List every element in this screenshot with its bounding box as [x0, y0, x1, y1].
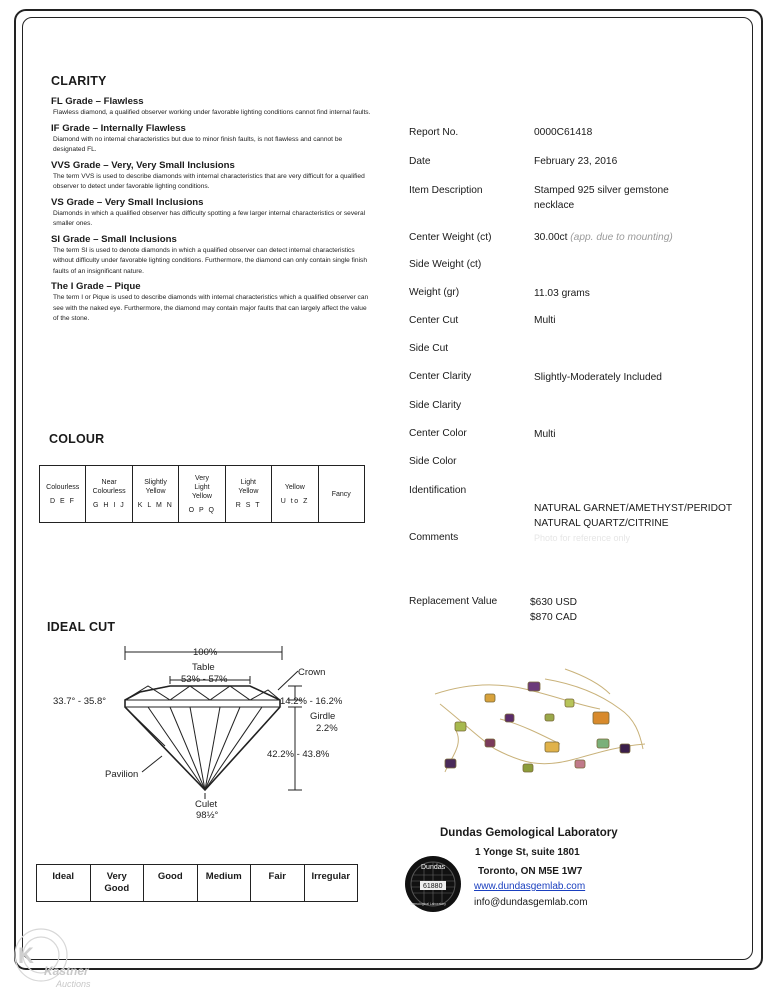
- lab-address-line2: Toronto, ON M5E 1W7: [478, 866, 583, 877]
- report-number-label: Report No.: [409, 127, 459, 138]
- colour-cell: [179, 466, 225, 522]
- colour-cell: [319, 466, 364, 522]
- center-weight-note: (app. due to mounting): [570, 232, 673, 243]
- girdle-label: Girdle: [310, 711, 336, 722]
- replacement-value-usd: $630 USD: [530, 597, 578, 608]
- identification-label: Identification: [409, 485, 467, 496]
- colour-cell: [40, 466, 86, 522]
- grade-description: Diamonds in which a qualified observer has difficulty spotting a few larger internal characteristics or several smaller ones.: [53, 209, 366, 227]
- watermark-name: Kastner: [44, 964, 89, 978]
- grade-title: IF Grade – Internally Flawless: [51, 122, 186, 134]
- crown-angle: 33.7° - 35.8°: [53, 696, 107, 707]
- date-value: February 23, 2016: [534, 156, 618, 167]
- center-color-value: Multi: [534, 429, 556, 440]
- culet-label: Culet: [195, 799, 218, 810]
- colour-label: Fancy: [331, 490, 351, 498]
- cut-grade-table: [36, 864, 358, 902]
- grade-description: The term SI is used to denote diamonds in which a qualified observer can detect internal characteristics without difficulty under favorable lighting conditions. Furthermore, the diamond can only contain single finish faults of an insignificant nature.: [53, 246, 367, 275]
- ideal-cut-heading: IDEAL CUT: [47, 620, 116, 634]
- necklace-photo: [425, 664, 655, 784]
- center-clarity-value: Slightly-Moderately Included: [534, 372, 662, 383]
- colour-label: Colourless: [46, 483, 80, 491]
- girdle-percentage: 2.2%: [316, 723, 338, 734]
- item-description-label: Item Description: [409, 185, 483, 196]
- lab-email[interactable]: info@dundasgemlab.com: [474, 897, 588, 908]
- colour-heading: COLOUR: [49, 432, 105, 446]
- replacement-value-label: Replacement Value: [409, 596, 498, 607]
- crown-percentage: 14.2% - 16.2%: [280, 696, 343, 707]
- clarity-grade: [51, 234, 371, 278]
- clarity-grade: [51, 160, 371, 193]
- center-color-label: Center Color: [409, 428, 467, 439]
- colour-cell: [133, 466, 179, 522]
- center-weight-amount: 30.00ct: [534, 232, 568, 243]
- seal-text: Dundas: [421, 864, 446, 871]
- identification-line: NATURAL GARNET/AMETHYST/PERIDOT: [534, 503, 733, 514]
- report-number-value: 0000C61418: [534, 127, 593, 138]
- crown-label: Crown: [298, 667, 326, 678]
- identification-line: NATURAL QUARTZ/CITRINE: [534, 518, 669, 529]
- grade-description: Flawless diamond, a qualified observer working under favorable lighting conditions cannot find internal faults.: [53, 109, 371, 116]
- side-clarity-label: Side Clarity: [409, 400, 462, 411]
- side-color-label: Side Color: [409, 456, 457, 467]
- svg-text:K: K: [18, 943, 34, 968]
- colour-cell: [86, 466, 132, 522]
- colour-label: Slightly Yellow: [144, 479, 167, 495]
- lab-seal: [404, 855, 462, 913]
- pavilion-label: Pavilion: [105, 769, 139, 780]
- colour-label: Near Colourless: [92, 479, 126, 495]
- colour-codes: D E F: [50, 497, 76, 505]
- weight-grams-label: Weight (gr): [409, 287, 460, 298]
- cut-grade-cell: Fair: [251, 865, 305, 901]
- grade-title: VS Grade – Very Small Inclusions: [51, 196, 204, 208]
- clarity-grade: [51, 123, 371, 156]
- culet-value: 98½°: [196, 810, 219, 821]
- lab-name: Dundas Gemological Laboratory: [440, 827, 618, 839]
- grade-title: FL Grade – Flawless: [51, 96, 144, 107]
- clarity-heading: CLARITY: [51, 74, 107, 88]
- colour-codes: K L M N: [137, 502, 174, 509]
- grade-title: SI Grade – Small Inclusions: [51, 233, 177, 245]
- clarity-grade: [51, 281, 371, 325]
- colour-label: Very Light Yellow: [191, 474, 212, 500]
- grade-description: The term I or Pique is used to describe diamonds with internal characteristics which a qualified observer can see with the naked eye. Furthermore, the diamond may contain major faults that can largely affect the value of the stone.: [53, 294, 369, 322]
- colour-codes: G H I J: [92, 502, 126, 509]
- colour-codes: R S T: [235, 502, 262, 509]
- center-clarity-label: Center Clarity: [409, 371, 472, 382]
- cut-grade-cell: Ideal: [37, 865, 91, 901]
- auction-watermark-logo: [6, 925, 116, 995]
- watermark-subname: Auctions: [56, 979, 91, 989]
- lab-website-link[interactable]: www.dundasgemlab.com: [474, 881, 586, 892]
- cut-grade-cell: Good: [144, 865, 198, 901]
- lab-address-line1: 1 Yonge St, suite 1801: [475, 847, 580, 858]
- date-label: Date: [409, 156, 431, 167]
- table-label: Table: [192, 662, 215, 673]
- diamond-cut-diagram: [40, 638, 370, 828]
- pavilion-percentage: 42.2% - 43.8%: [267, 749, 330, 760]
- comments-label: Comments: [409, 532, 459, 543]
- colour-codes: O P Q: [188, 506, 216, 514]
- grade-title: The I Grade – Pique: [51, 281, 141, 292]
- center-cut-value: Multi: [534, 315, 556, 326]
- center-weight-value: [534, 230, 673, 245]
- table-percentage: 53% - 57%: [181, 674, 228, 685]
- comments-value: Photo for reference only: [534, 533, 631, 543]
- item-description-value: Stamped 925 silver gemstone necklace: [534, 185, 669, 211]
- center-cut-label: Center Cut: [409, 315, 459, 326]
- seal-bottom-text: Gemological Laboratory: [410, 902, 446, 906]
- cut-grade-cell: Medium: [198, 865, 252, 901]
- grade-title: VVS Grade – Very, Very Small Inclusions: [51, 159, 235, 171]
- colour-label: Yellow: [284, 483, 305, 491]
- cut-grade-cell: Very Good: [91, 865, 145, 901]
- center-weight-label: Center Weight (ct): [409, 232, 492, 243]
- clarity-grade: [51, 96, 371, 119]
- side-weight-label: Side Weight (ct): [409, 259, 482, 270]
- colour-codes: U to Z: [280, 497, 309, 505]
- colour-cell: [226, 466, 272, 522]
- seal-number: 61880: [423, 883, 443, 890]
- colour-label: Light Yellow: [238, 479, 259, 495]
- grade-description: Diamond with no internal characteristics but due to minor finish faults, is not flawless and cannot be designated FL.: [53, 135, 343, 153]
- colour-cell: [272, 466, 318, 522]
- clarity-grades: [51, 92, 371, 325]
- grade-description: The term VVS is used to describe diamonds with internal characteristics that are very difficult for a qualified observer to detect under favorable lighting conditions.: [53, 172, 365, 190]
- side-cut-label: Side Cut: [409, 343, 449, 354]
- colour-scale-table: [39, 465, 365, 523]
- clarity-grade: [51, 197, 371, 230]
- width-percentage: 100%: [193, 647, 218, 658]
- weight-grams-value: 11.03 grams: [534, 288, 590, 299]
- cut-grade-cell: Irregular: [311, 871, 351, 882]
- replacement-value-cad: $870 CAD: [530, 612, 578, 623]
